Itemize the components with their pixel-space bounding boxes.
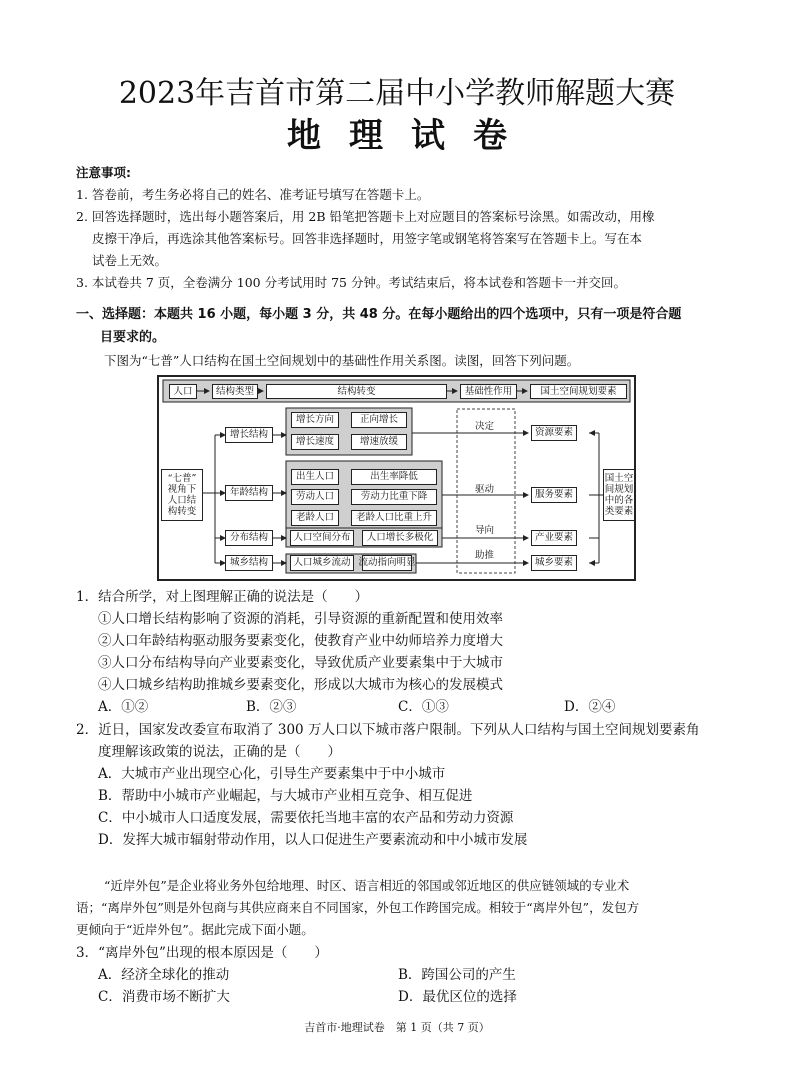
q2-option-b[interactable]: B．帮助中小城市产业崛起，与大城市产业相互竞争、相互促进 — [98, 788, 473, 804]
right-box — [603, 469, 635, 521]
top-box: 结构转变 — [266, 384, 447, 399]
question-3-stem: 3．“离岸外包”出现的根本原因是（ ） — [76, 945, 328, 961]
diagram-intro: 下图为“七普”人口结构在国土空间规划中的基础性作用关系图。读图，回答下列问题。 — [104, 353, 580, 368]
element-box: 资源要素 — [531, 425, 577, 441]
notice-heading: 注意事项: — [76, 165, 131, 180]
role-label: 驱动 — [475, 484, 495, 495]
q1-option-a[interactable]: A．①② — [98, 699, 149, 715]
q2-option-d[interactable]: D．发挥大城市辐射带动作用，以人口促进生产要素流动和中小城市发展 — [98, 832, 528, 848]
growth-box: 增速放缓 — [351, 434, 407, 450]
q3-option-d[interactable]: D．最优区位的选择 — [398, 989, 517, 1005]
q1-statement: ①人口增长结构影响了资源的消耗，引导资源的重新配置和使用效率 — [98, 611, 503, 627]
urban-box: 人口城乡流动 — [290, 555, 354, 571]
age-box: 出生人口 — [291, 469, 339, 485]
urban-box: 流动指向明显 — [362, 555, 412, 571]
right-box-line: 国土空 — [604, 473, 634, 484]
question-2-stem: 度理解该政策的说法，正确的是（ ） — [98, 744, 341, 760]
structure-box: 分布结构 — [225, 530, 273, 546]
q3-option-c[interactable]: C．消费市场不断扩大 — [98, 989, 230, 1005]
growth-box: 增长方向 — [291, 412, 339, 428]
notice-item: 2. 回答选择题时，选出每小题答案后，用 2B 铅笔把答题卡上对应题目的答案标号涂黑。如需改动，用橡 — [76, 209, 655, 224]
q2-option-c[interactable]: C．中小城市人口适度发展，需要依托当地丰富的农产品和劳动力资源 — [98, 810, 514, 826]
q2-option-a[interactable]: A．大城市产业出现空心化，引导生产要素集中于中小城市 — [98, 766, 446, 782]
q1-statement: ②人口年龄结构驱动服务要素变化，使教育产业中幼师培养力度增大 — [98, 633, 503, 649]
growth-box: 增长速度 — [291, 434, 339, 450]
question-2-stem: 2．近日，国家发改委宣布取消了 300 万人口以下城市落户限制。下列从人口结构与国土空间规划要素角 — [76, 722, 700, 738]
age-box: 劳动人口 — [291, 489, 339, 505]
question-1-stem: 1．结合所学，对上图理解正确的说法是（ ） — [76, 589, 369, 605]
growth-box: 正向增长 — [351, 412, 407, 428]
element-box: 服务要素 — [531, 487, 577, 503]
relationship-diagram — [157, 375, 636, 581]
q3-option-a[interactable]: A．经济全球化的推动 — [98, 967, 230, 983]
age-box: 老龄人口 — [291, 510, 339, 526]
structure-box: 年龄结构 — [225, 485, 273, 501]
age-box: 劳动力比重下降 — [351, 489, 437, 505]
section-heading: 一、选择题：本题共 16 小题，每小题 3 分，共 48 分。在每小题给出的四个选项中，只有一项是符合题 — [76, 307, 682, 322]
notice-item: 3. 本试卷共 7 页，全卷满分 100 分考试用时 75 分钟。考试结束后，将本试卷和答题卡一并交回。 — [76, 275, 626, 290]
role-label: 导向 — [475, 525, 495, 536]
distribution-box: 人口空间分布 — [290, 530, 354, 546]
q1-option-d[interactable]: D．②④ — [564, 699, 616, 715]
structure-box: 增长结构 — [225, 427, 273, 443]
left-box-line: 构转变 — [167, 506, 197, 517]
right-box-line: 中的各 — [604, 495, 634, 506]
exam-subtitle: 地理试卷 — [287, 116, 535, 156]
structure-box: 城乡结构 — [225, 555, 273, 571]
q1-statement: ③人口分布结构导向产业要素变化，导致优质产业要素集中于大城市 — [98, 655, 503, 671]
left-box-line: 人口结 — [167, 495, 197, 506]
page-footer: 吉首市·地理试卷 第 1 页（共 7 页） — [304, 1021, 490, 1034]
section-heading: 目要求的。 — [100, 330, 166, 345]
top-box: 基础性作用 — [460, 384, 517, 399]
q1-statement: ④人口城乡结构助推城乡要素变化，形成以大城市为核心的发展模式 — [98, 677, 503, 693]
passage-line: “近岸外包”是企业将业务外包给地理、时区、语言相近的邻国或邻近地区的供应链领域的专业术 — [104, 878, 630, 893]
role-label: 决定 — [475, 421, 495, 432]
notice-item: 1. 答卷前，考生务必将自己的姓名、准考证号填写在答题卡上。 — [76, 187, 430, 202]
age-box: 出生率降低 — [351, 469, 437, 485]
q3-option-b[interactable]: B．跨国公司的产生 — [398, 967, 516, 983]
left-box-line: 视角下 — [167, 484, 197, 495]
role-label: 助推 — [475, 550, 495, 561]
notice-item: 皮擦干净后，再选涂其他答案标号。回答非选择题时，用签字笔或钢笔将答案写在答题卡上。写在本 — [92, 231, 643, 246]
q1-option-c[interactable]: C．①③ — [398, 699, 449, 715]
left-box-line: “七普” — [167, 473, 197, 484]
left-box — [161, 469, 203, 521]
exam-title: 2023年吉首市第二届中小学教师解题大赛 — [118, 76, 676, 111]
age-box: 老龄人口比重上升 — [351, 510, 437, 526]
q1-option-b[interactable]: B．②③ — [246, 699, 297, 715]
right-box-line: 类要素 — [604, 506, 634, 517]
element-box: 产业要素 — [531, 530, 577, 546]
passage-line: 更倾向于“近岸外包”。据此完成下面小题。 — [76, 922, 314, 937]
passage-line: 语；“离岸外包”则是外包商与其供应商来自不同国家，外包工作跨国完成。相较于“离岸外包”，发包方 — [76, 900, 640, 915]
element-box: 城乡要素 — [531, 555, 577, 571]
right-box-line: 间规划 — [604, 484, 634, 495]
top-box: 国土空间规划要素 — [530, 384, 627, 399]
distribution-box: 人口增长多极化 — [362, 530, 438, 546]
top-box: 人口 — [169, 384, 197, 399]
notice-item: 试卷上无效。 — [92, 253, 168, 268]
top-box: 结构类型 — [212, 384, 258, 399]
